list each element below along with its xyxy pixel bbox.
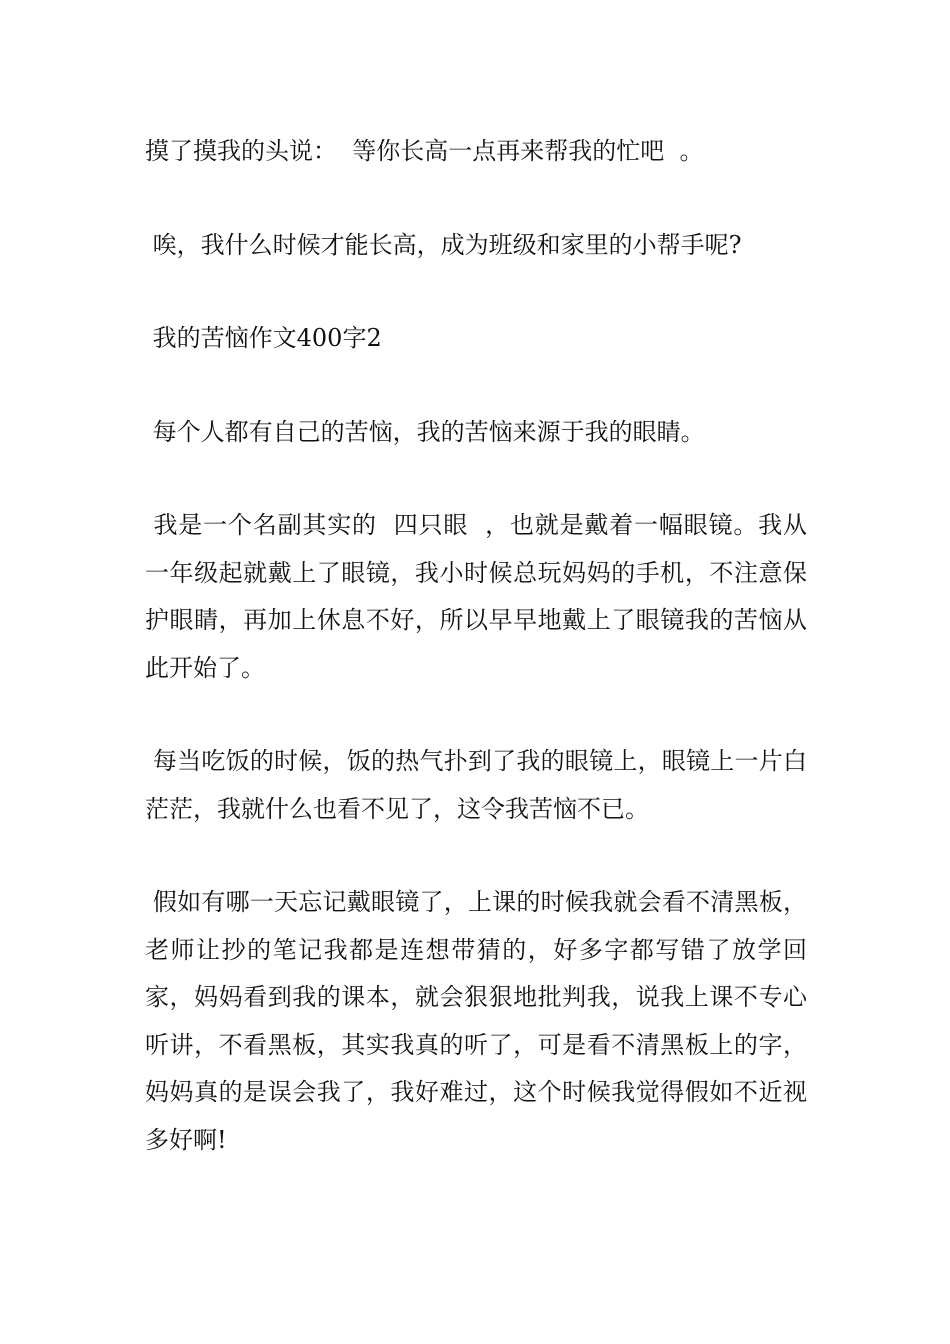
paragraph-gap xyxy=(145,363,807,409)
paragraph-6: 假如有哪一天忘记戴眼镜了，上课的时候我就会看不清黑板，老师让抄的笔记我都是连想带猜的，好多字都写错了放学回家，妈妈看到我的课本，就会狠狠地批判我，说我上课不专心听讲，不看黑板，其实我真的听了，可是看不清黑板上的字，妈妈真的是误会我了，我好难过，这个时候我觉得假如不近视多好啊! xyxy=(145,888,807,1154)
paragraph-gap xyxy=(145,456,807,502)
paragraph-gap xyxy=(145,833,807,879)
paragraph-5: 每当吃饭的时候，饭的热气扑到了我的眼镜上，眼镜上一片白茫茫，我就什么也看不见了，这令我苦恼不已。 xyxy=(145,747,807,823)
paragraph-gap xyxy=(145,269,807,315)
paragraph-gap xyxy=(145,692,807,738)
essay-heading: 我的苦恼作文400字2 xyxy=(145,324,382,352)
paragraph-3: 每个人都有自己的苦恼，我的苦恼来源于我的眼睛。 xyxy=(145,417,705,446)
paragraph-1: 摸了摸我的头说： 等你长高一点再来帮我的忙吧 。 xyxy=(145,137,704,165)
paragraph-4: 我是一个名副其实的 四只眼 ，也就是戴着一幅眼镜。我从一年级起就戴上了眼镜，我小时候总玩妈妈的手机，不注意保护眼睛，再加上休息不好，所以早早地戴上了眼镜我的苦恼从此开始了。 xyxy=(145,511,807,682)
paragraph-gap xyxy=(145,176,807,222)
paragraph-2: 唉，我什么时候才能长高，成为班级和家里的小帮手呢? xyxy=(145,230,742,259)
document-body xyxy=(145,128,807,1164)
